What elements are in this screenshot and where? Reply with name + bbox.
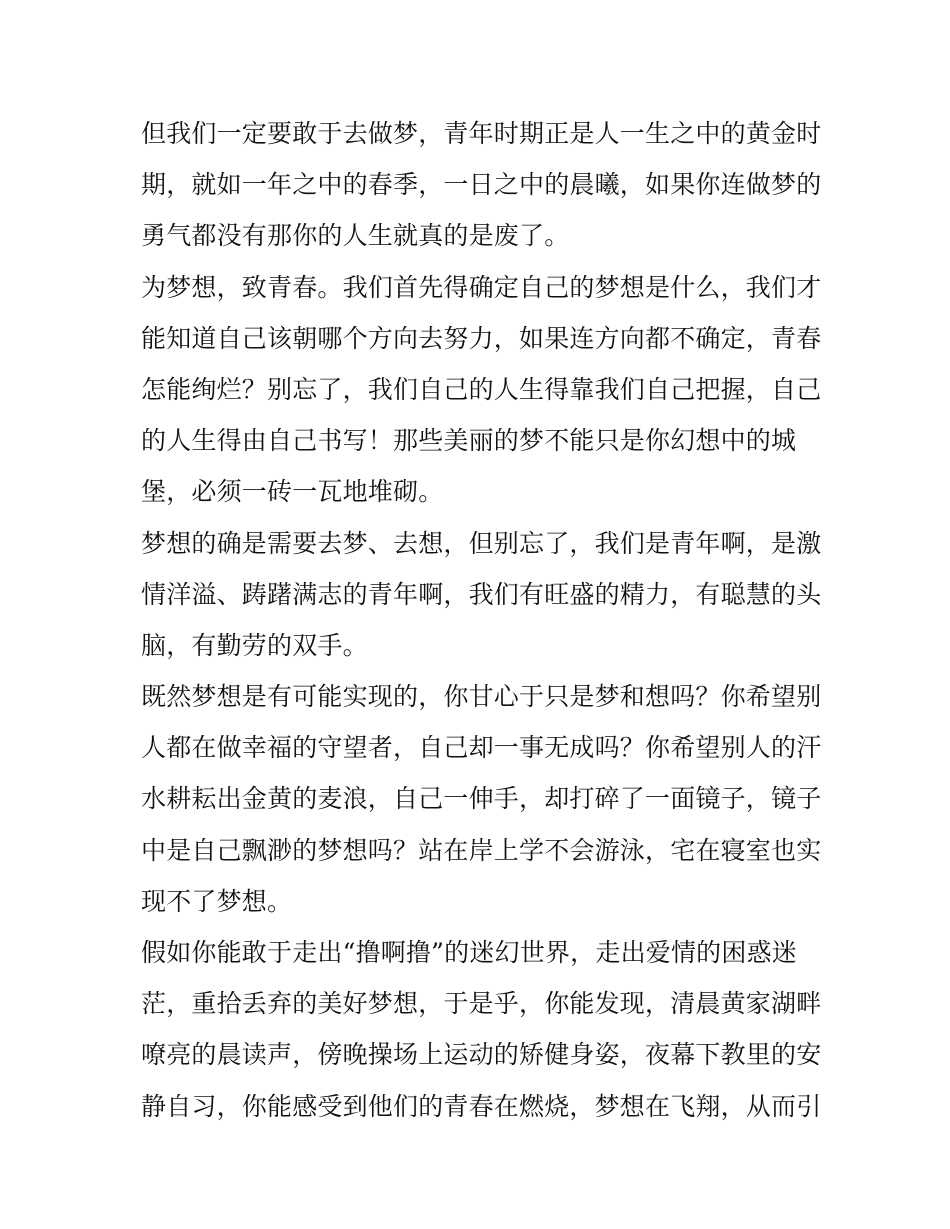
text-line: 水耕耘出金黄的麦浪，自己一伸手，却打碎了一面镜子，镜子 (141, 784, 822, 814)
text-line: 人都在做幸福的守望者，自己却一事无成吗？你希望别人的汗 (141, 733, 822, 763)
text-line: 中是自己飘渺的梦想吗？站在岸上学不会游泳，宅在寝室也实 (141, 835, 822, 865)
text-line: 假如你能敢于走出“撸啊撸”的迷幻世界，走出爱情的困惑迷 (141, 938, 797, 967)
text-line: 的人生得由自己书写！那些美丽的梦不能只是你幻想中的城 (141, 426, 797, 456)
text-line: 期，就如一年之中的春季，一日之中的晨曦，如果你连做梦的 (141, 170, 822, 200)
text-line: 堡，必须一砖一瓦地堆砌。 (141, 477, 444, 507)
text-line: 茫，重拾丢弃的美好梦想，于是乎，你能发现，清晨黄家湖畔 (141, 989, 822, 1019)
body-text (141, 108, 822, 1132)
text-line: 梦想的确是需要去梦、去想，但别忘了，我们是青年啊，是激 (141, 528, 822, 558)
text-line: 能知道自己该朝哪个方向去努力，如果连方向都不确定，青春 (141, 323, 822, 353)
text-line: 勇气都没有那你的人生就真的是废了。 (141, 221, 570, 251)
text-line: 静自习，你能感受到他们的青春在燃烧，梦想在飞翔，从而引 (141, 1091, 822, 1121)
text-line: 情洋溢、踌躇满志的青年啊，我们有旺盛的精力，有聪慧的头 (141, 579, 822, 609)
text-line: 嘹亮的晨读声，傍晚操场上运动的矫健身姿，夜幕下教里的安 (141, 1040, 822, 1070)
text-line: 但我们一定要敢于去做梦，青年时期正是人一生之中的黄金时 (141, 119, 822, 148)
text-line: 为梦想，致青春。我们首先得确定自己的梦想是什么，我们才 (141, 272, 822, 302)
text-line: 怎能绚烂？别忘了，我们自己的人生得靠我们自己把握，自己 (141, 374, 822, 404)
text-line: 脑，有勤劳的双手。 (141, 630, 368, 660)
text-line: 现不了梦想。 (141, 886, 293, 916)
text-line: 既然梦想是有可能实现的，你甘心于只是梦和想吗？你希望别 (141, 682, 822, 712)
